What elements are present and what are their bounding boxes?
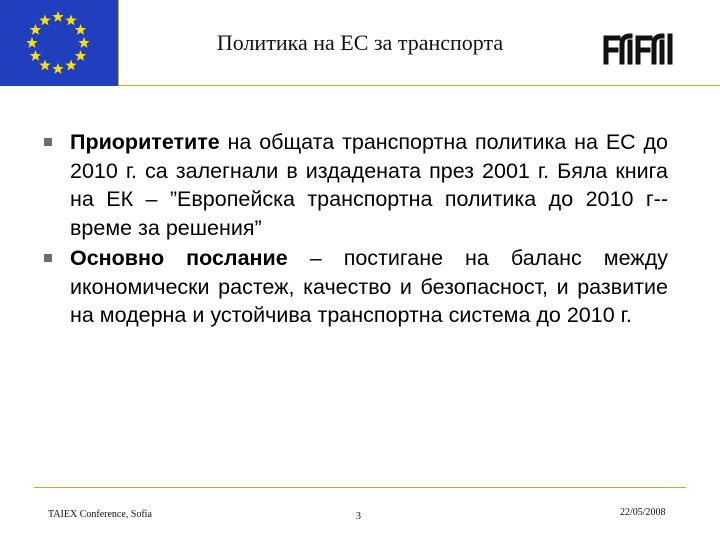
taiex-logo-icon: [600, 28, 682, 68]
eu-star-icon: [78, 37, 89, 48]
footer-divider: [34, 487, 686, 488]
eu-star-icon: [65, 60, 76, 71]
eu-star-icon: [52, 11, 63, 22]
slide-title: Политика на ЕС за транспорта: [216, 30, 504, 55]
bullet-text: – постигане на баланс между икономически растеж, качество и безопасност, и развитие на модерна и устойчива транспортна система до 2010 г.: [70, 246, 668, 327]
bullet-bold-lead: Приоритетите: [70, 130, 220, 154]
eu-star-icon: [26, 37, 37, 48]
bullet-bold-lead: Основно послание: [70, 246, 288, 270]
square-bullet-icon: [44, 138, 52, 146]
eu-star-icon: [30, 24, 41, 35]
header-divider: [118, 85, 720, 86]
eu-star-icon: [39, 14, 50, 25]
header-divider-vertical: [118, 0, 119, 86]
eu-flag-icon: [0, 0, 118, 86]
bullet-item-priorities: [44, 128, 668, 242]
footer-conference: TAIEX Conference, Sofia: [48, 509, 152, 520]
eu-star-icon: [65, 14, 76, 25]
eu-star-icon: [30, 50, 41, 61]
eu-star-icon: [75, 50, 86, 61]
eu-star-icon: [75, 24, 86, 35]
bullet-item-main-message: [44, 244, 668, 330]
footer-date: 22/05/2008: [620, 507, 666, 518]
square-bullet-icon: [44, 254, 52, 262]
bullet-text: на общата транспортна политика на ЕС до 2010 г. са залегнали в издадената през 2001 г. Бяла книга на ЕК – ”Европейска транспортна политика до 2010 г-- време за решения”: [70, 130, 668, 240]
bullet-list: [44, 128, 668, 330]
eu-star-icon: [52, 63, 63, 74]
page-number: 3: [356, 511, 361, 522]
eu-star-icon: [39, 60, 50, 71]
